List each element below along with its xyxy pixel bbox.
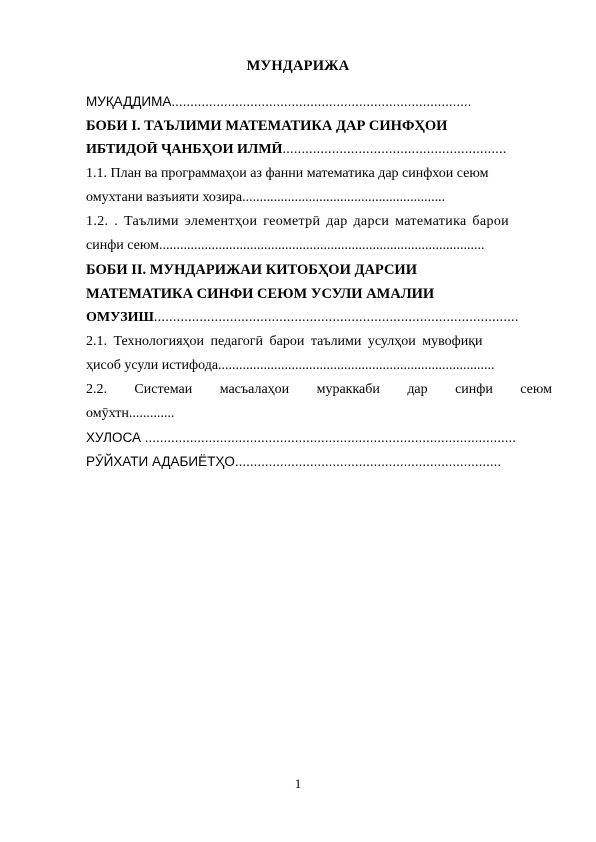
toc-word: мураккаби	[316, 382, 380, 397]
toc-entry-2-2-line-1	[86, 378, 552, 402]
toc-dot-leader: ...........................................................	[282, 142, 507, 157]
toc-word: Системаи	[134, 382, 193, 397]
toc-word: сеюм	[520, 382, 552, 397]
toc-word: масъалаҳои	[219, 382, 290, 397]
toc-entry-introduction: МУҚАДДИМА................................................................................	[86, 94, 472, 109]
table-of-contents	[86, 90, 552, 474]
toc-entry-1-1-line-1: 1.1. План ва программаҳои аз фанни математика дар синфхои сеюм	[86, 166, 489, 181]
toc-entry-chapter-2-title: ОМУЗИШ	[86, 310, 154, 325]
toc-entry-bibliography: РӮЙХАТИ АДАБИЁТҲО.......................................................................	[86, 454, 502, 469]
toc-entry-2-1-line-2: ҳисоб усули истифода...............................................................................	[86, 358, 495, 373]
toc-word: 2.2.	[86, 382, 107, 397]
toc-entry-chapter-1-line-2	[86, 138, 552, 162]
toc-entry-1-1-line-2: омухтани вазъияти хозира..........................................................	[86, 190, 446, 205]
toc-word: синфи	[455, 382, 493, 397]
toc-entry-chapter-2-line-1: БОБИ II. МУНДАРИЖАИ КИТОБҲОИ ДАРСИИ	[86, 262, 417, 278]
toc-entry-conclusion: ХУЛОСА ...................................................................................................	[86, 430, 517, 445]
page-title: МУНДАРИЖА	[246, 58, 350, 74]
toc-entry-2-1-line-1: 2.1. Технологияҳои педагогӣ барои таълими усулҳои мувофиқи	[86, 334, 483, 349]
toc-entry-2-2-line-2: омӯхтн.............	[86, 406, 175, 421]
toc-entry-chapter-2-line-2: МАТЕМАТИКА СИНФИ СЕЮМ УСУЛИ АМАЛИИ	[86, 286, 435, 302]
toc-entry-chapter-1-title: ИБТИДОӢ ҶАНБҲОИ ИЛМӢ	[86, 142, 283, 157]
toc-entry-chapter-1-line-1: БОБИ I. ТАЪЛИМИ МАТЕМАТИКА ДАР СИНФҲОИ	[86, 118, 448, 134]
toc-word: дар	[407, 382, 428, 397]
page-number: 1	[294, 776, 302, 791]
toc-entry-1-2-line-2: синфи сеюм.............................................................................................	[86, 238, 485, 253]
toc-dot-leader: ................................................................................................	[153, 310, 519, 325]
toc-entry-1-2-line-1: 1.2. . Таълими элементҳои геометрӣ дар дарси математика барои	[86, 214, 510, 229]
toc-entry-chapter-2-line-3	[86, 306, 552, 330]
